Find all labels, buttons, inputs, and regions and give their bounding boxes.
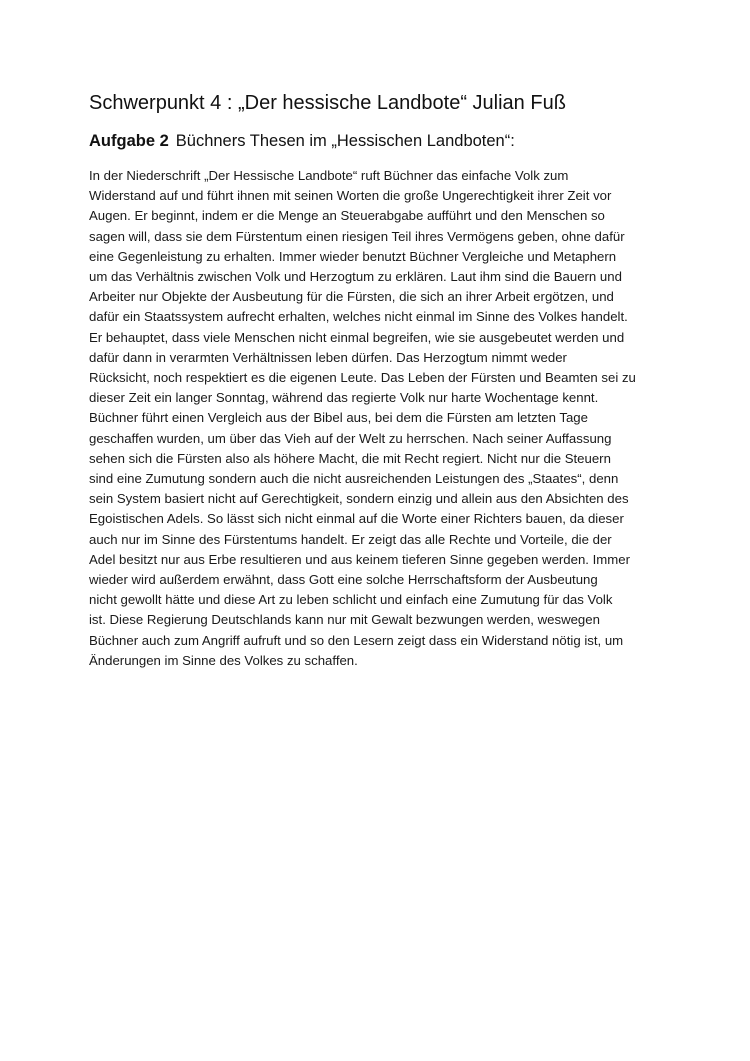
document-title: Schwerpunkt 4 : „Der hessische Landbote“ Julian Fuß <box>89 92 566 114</box>
text-line: sehen sich die Fürsten also als höhere Macht, die mit Recht regiert. Nicht nur die Steuern <box>89 450 611 466</box>
text-line: wieder wird außerdem erwähnt, dass Gott eine solche Herrschaftsform der Ausbeutung <box>89 572 598 588</box>
text-line: eine Gegenleistung zu erhalten. Immer wieder benutzt Büchner Vergleiche und Metaphern <box>89 248 617 264</box>
task-heading <box>89 132 515 151</box>
text-line: Änderungen im Sinne des Volkes zu schaffen. <box>89 652 358 668</box>
text-line: ist. Diese Regierung Deutschlands kann nur mit Gewalt bezwungen werden, weswegen <box>89 612 600 628</box>
task-title: Büchners Thesen im „Hessischen Landboten“: <box>175 132 515 150</box>
text-line: Er behauptet, dass viele Menschen nicht einmal begreifen, wie sie ausgebeutet werden und <box>89 329 625 345</box>
text-line: auch nur im Sinne des Fürstentums handelt. Er zeigt das alle Rechte und Vorteile, die der <box>89 531 612 547</box>
text-line: Büchner auch zum Angriff aufruft und so den Lesern zeigt dass ein Widerstand nötig ist, um <box>89 632 624 648</box>
text-line: sind eine Zumutung sondern auch die nicht ausreichenden Leistungen des „Staates“, denn <box>89 471 619 487</box>
text-line: Augen. Er beginnt, indem er die Menge an Steuerabgabe aufführt und den Menschen so <box>89 208 605 224</box>
task-label: Aufgabe 2 <box>89 132 169 150</box>
text-line: um das Verhältnis zwischen Volk und Herzogtum zu erklären. Laut ihm sind die Bauern und <box>89 269 622 285</box>
text-line: Büchner führt einen Vergleich aus der Bibel aus, bei dem die Fürsten am letzten Tage <box>89 410 588 426</box>
text-line: sein System basiert nicht auf Gerechtigkeit, sondern einzig und allein aus den Absichten des <box>89 491 629 507</box>
text-line: geschaffen wurden, um über das Vieh auf der Welt zu herrschen. Nach seiner Auffassung <box>89 430 612 446</box>
text-line: Arbeiter nur Objekte der Ausbeutung für die Fürsten, die sich an ihrer Arbeit ergötzen, und <box>89 289 614 305</box>
text-line: Widerstand auf und führt ihnen mit seinen Worten die große Ungerechtigkeit ihrer Zeit vor <box>89 188 612 204</box>
text-line: Adel besitzt nur aus Erbe resultieren und aus keinem tieferen Sinne gegeben werden. Immer <box>89 551 630 567</box>
text-line: Rücksicht, noch respektiert es die eigenen Leute. Das Leben der Fürsten und Beamten sei zu <box>89 370 636 386</box>
body-paragraph <box>89 166 689 671</box>
text-line: In der Niederschrift „Der Hessische Landbote“ ruft Büchner das einfache Volk zum <box>89 168 569 183</box>
text-line: nicht gewollt hätte und diese Art zu leben schlicht und einfach eine Zumutung für das Volk <box>89 592 613 608</box>
text-line: dieser Zeit ein langer Sonntag, während das regierte Volk nur harte Wochentage kennt. <box>89 390 599 406</box>
text-line: sagen will, dass sie dem Fürstentum einen riesigen Teil ihres Vermögens geben, ohne dafür <box>89 228 625 244</box>
text-line: dafür dann in verarmten Verhältnissen leben dürfen. Das Herzogtum nimmt weder <box>89 349 567 365</box>
text-line: Egoistischen Adels. So lässt sich nicht einmal auf die Worte einer Richters bauen, da dieser <box>89 511 624 527</box>
text-line: dafür ein Staatssystem aufrecht erhalten, welches nicht einmal im Sinne des Volkes handelt. <box>89 309 628 325</box>
